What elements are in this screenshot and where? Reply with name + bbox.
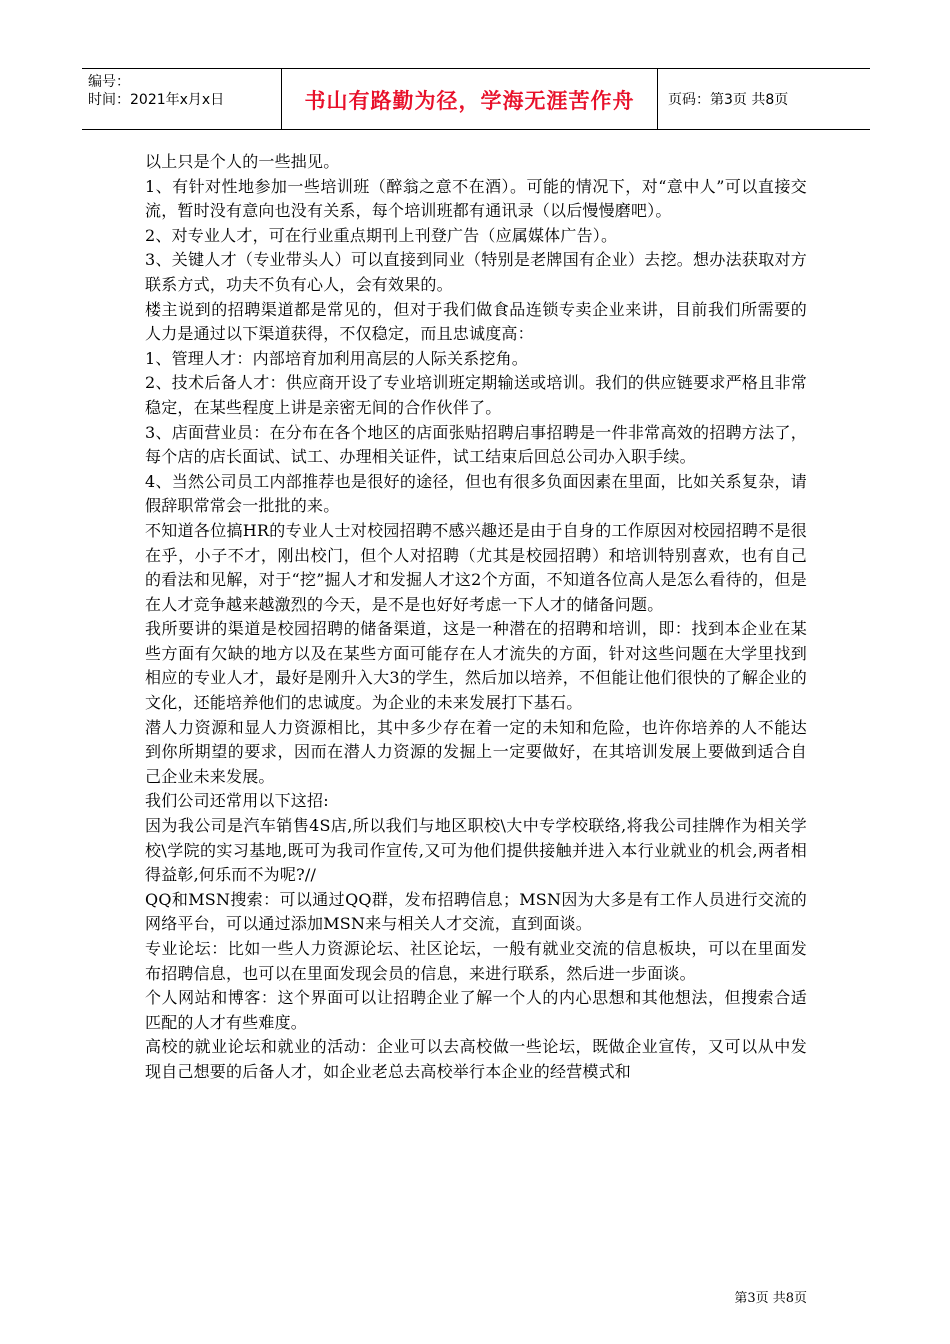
paragraph: 楼主说到的招聘渠道都是常见的，但对于我们做食品连锁专卖企业来讲，目前我们所需要的人力是通过以下渠道获得，不仅稳定，而且忠诚度高：	[145, 299, 807, 344]
paragraph: 潜人力资源和显人力资源相比，其中多少存在着一定的未知和危险，也许你培养的人不能达到你所期望的要求，因而在潜人力资源的发掘上一定要做好，在其培训发展上要做到适合自己企业未来发展。	[145, 717, 807, 786]
paragraph: 1、有针对性地参加一些培训班（醉翁之意不在酒）。可能的情况下，对“意中人”可以直接交流，暂时没有意向也没有关系，每个培训班都有通讯录（以后慢慢磨吧）。	[145, 176, 807, 221]
paragraph: 3、关键人才（专业带头人）可以直接到同业（特别是老牌国有企业）去挖。想办法获取对方联系方式，功夫不负有心人，会有效果的。	[145, 250, 807, 294]
document-date-label: 时间：2021年x月x日	[88, 92, 225, 108]
paragraph: 我们公司还常用以下这招:	[145, 791, 329, 811]
document-body	[145, 150, 807, 1085]
header-motto: 书山有路勤为径，学海无涯苦作舟	[304, 89, 635, 113]
footer-page-number: 第3页 共8页	[734, 1291, 807, 1306]
page-footer	[734, 1287, 807, 1306]
document-number-label: 编号：	[88, 74, 130, 90]
header-page-cell	[658, 69, 870, 129]
paragraph: QQ和MSN搜索：可以通过QQ群，发布招聘信息；MSN因为大多是有工作人员进行交流的网络平台，可以通过添加MSN来与相关人才交流，直到面谈。	[145, 889, 807, 934]
paragraph: 高校的就业论坛和就业的活动：企业可以去高校做一些论坛，既做企业宣传，又可以从中发现自己想要的后备人才，如企业老总去高校举行本企业的经营模式和	[145, 1037, 807, 1081]
paragraph: 3、店面营业员：在分布在各个地区的店面张贴招聘启事招聘是一件非常高效的招聘方法了，每个店的店长面试、试工、办理相关证件，试工结束后回总公司办入职手续。	[145, 422, 807, 467]
paragraph: 4、当然公司员工内部推荐也是很好的途径，但也有很多负面因素在里面，比如关系复杂，请假辞职常常会一批批的来。	[145, 471, 807, 516]
paragraph: 2、对专业人才，可在行业重点期刊上刊登广告（应属媒体广告）。	[145, 225, 618, 245]
paragraph: 不知道各位搞HR的专业人士对校园招聘不感兴趣还是由于自身的工作原因对校园招聘不是很在乎，小子不才，刚出校门，但个人对招聘（尤其是校园招聘）和培训特别喜欢，也有自己的看法和见解，对于“挖”掘人才和发掘人才这2个方面，不知道各位高人是怎么看待的，但是在人才竞争越来越激烈的今天，是不是也好好考虑一下人才的储备问题。	[145, 520, 807, 614]
header-meta	[82, 69, 282, 129]
paragraph: 1、管理人才：内部培育加利用高层的人际关系挖角。	[145, 348, 528, 368]
paragraph: 我所要讲的渠道是校园招聘的储备渠道，这是一种潜在的招聘和培训，即：找到本企业在某些方面有欠缺的地方以及在某些方面可能存在人才流失的方面，针对这些问题在大学里找到相应的专业人才，最好是刚升入大3的学生，然后加以培养，不但能让他们很快的了解企业的文化，还能培养他们的忠诚度。为企业的未来发展打下基石。	[145, 619, 807, 713]
paragraph: 专业论坛：比如一些人力资源论坛、社区论坛，一般有就业交流的信息板块，可以在里面发布招聘信息，也可以在里面发现会员的信息，来进行联系，然后进一步面谈。	[145, 939, 807, 983]
paragraph: 2、技术后备人才：供应商开设了专业培训班定期输送或培训。我们的供应链要求严格且非常稳定，在某些程度上讲是亲密无间的合作伙伴了。	[145, 373, 807, 417]
page-header	[82, 68, 870, 130]
paragraph: 个人网站和博客：这个界面可以让招聘企业了解一个人的内心思想和其他想法，但搜索合适匹配的人才有些难度。	[145, 988, 807, 1032]
paragraph: 因为我公司是汽车销售4S店,所以我们与地区职校\大中专学校联络,将我公司挂牌作为相关学校\学院的实习基地,既可为我司作宣传,又可为他们提供接触并进入本行业就业的机会,两者相得益彰,何乐而不为呢?//	[145, 816, 807, 885]
header-motto-cell	[282, 69, 658, 129]
header-page-number: 页码：第3页 共8页	[668, 92, 789, 108]
paragraph: 以上只是个人的一些拙见。	[145, 152, 340, 171]
